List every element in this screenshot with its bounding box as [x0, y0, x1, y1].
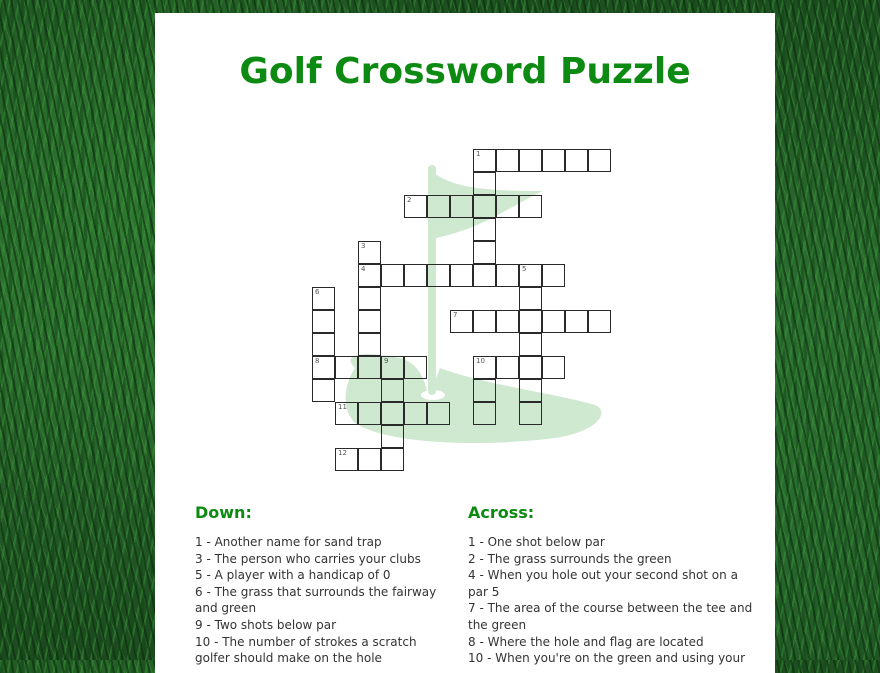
crossword-cell[interactable]	[404, 356, 427, 379]
across-clue: 2 - The grass surrounds the green	[468, 551, 672, 566]
clue-number: 8	[315, 357, 320, 365]
crossword-cell[interactable]	[496, 149, 519, 172]
crossword-cell[interactable]	[358, 402, 381, 425]
clue-number: 4	[361, 265, 366, 273]
crossword-cell[interactable]	[519, 264, 542, 287]
crossword-cell[interactable]	[358, 448, 381, 471]
clue-number: 5	[522, 265, 527, 273]
crossword-cell[interactable]	[335, 402, 358, 425]
clue-number: 7	[453, 311, 458, 319]
down-clue: 3 - The person who carries your clubs	[195, 551, 421, 566]
clue-number: 1	[476, 150, 481, 158]
puzzle-sheet	[155, 13, 775, 673]
crossword-cell[interactable]	[358, 333, 381, 356]
crossword-cell[interactable]	[381, 402, 404, 425]
clue-number: 3	[361, 242, 366, 250]
crossword-cell[interactable]	[565, 310, 588, 333]
crossword-cell[interactable]	[496, 264, 519, 287]
crossword-cell[interactable]	[358, 310, 381, 333]
down-clue-list	[195, 534, 440, 667]
crossword-cell[interactable]	[473, 195, 496, 218]
down-clue: 10 - The number of strokes a scratch golfer should make on the hole	[195, 634, 417, 666]
crossword-cell[interactable]	[542, 356, 565, 379]
crossword-cell[interactable]	[473, 218, 496, 241]
crossword-cell[interactable]	[519, 310, 542, 333]
crossword-cell[interactable]	[496, 195, 519, 218]
crossword-area	[155, 13, 775, 493]
flag-and-green-icon	[155, 13, 775, 493]
crossword-cell[interactable]	[381, 425, 404, 448]
crossword-cell[interactable]	[404, 195, 427, 218]
crossword-cell[interactable]	[473, 241, 496, 264]
crossword-cell[interactable]	[519, 333, 542, 356]
down-heading: Down:	[195, 503, 252, 522]
across-clue-list	[468, 534, 753, 667]
down-clue: 9 - Two shots below par	[195, 617, 337, 632]
crossword-cell[interactable]	[381, 356, 404, 379]
crossword-cell[interactable]	[473, 172, 496, 195]
crossword-cell[interactable]	[404, 264, 427, 287]
crossword-cell[interactable]	[496, 356, 519, 379]
crossword-cell[interactable]	[473, 402, 496, 425]
crossword-cell[interactable]	[427, 264, 450, 287]
crossword-cell[interactable]	[519, 195, 542, 218]
crossword-cell[interactable]	[450, 264, 473, 287]
crossword-cell[interactable]	[542, 264, 565, 287]
crossword-cell[interactable]	[312, 310, 335, 333]
clue-number: 12	[338, 449, 347, 457]
across-clue: 4 - When you hole out your second shot on a par 5	[468, 568, 738, 599]
crossword-cell[interactable]	[381, 448, 404, 471]
down-clue: 6 - The grass that surrounds the fairway and green	[195, 584, 437, 616]
clue-number: 10	[476, 357, 485, 365]
crossword-cell[interactable]	[496, 310, 519, 333]
crossword-cell[interactable]	[312, 287, 335, 310]
crossword-cell[interactable]	[588, 149, 611, 172]
clue-number: 11	[338, 403, 347, 411]
clue-number: 2	[407, 196, 412, 204]
down-clue: 5 - A player with a handicap of 0	[195, 568, 391, 583]
crossword-cell[interactable]	[519, 287, 542, 310]
crossword-cell[interactable]	[450, 310, 473, 333]
crossword-cell[interactable]	[358, 287, 381, 310]
across-clue: 1 - One shot below par	[468, 535, 605, 549]
crossword-cell[interactable]	[473, 356, 496, 379]
crossword-cell[interactable]	[358, 264, 381, 287]
clue-number: 9	[384, 357, 389, 365]
crossword-cell[interactable]	[519, 379, 542, 402]
page-title: Golf Crossword Puzzle	[239, 51, 691, 92]
crossword-cell[interactable]	[427, 195, 450, 218]
across-heading: Across:	[468, 503, 535, 522]
crossword-cell[interactable]	[519, 149, 542, 172]
crossword-cell[interactable]	[335, 356, 358, 379]
down-clue: 1 - Another name for sand trap	[195, 535, 382, 549]
crossword-cell[interactable]	[450, 195, 473, 218]
crossword-cell[interactable]	[473, 264, 496, 287]
across-clue: 10 - When you're on the green and using your	[468, 651, 746, 666]
crossword-cell[interactable]	[473, 379, 496, 402]
crossword-cell[interactable]	[588, 310, 611, 333]
crossword-cell[interactable]	[404, 402, 427, 425]
crossword-cell[interactable]	[473, 310, 496, 333]
across-clue: 8 - Where the hole and flag are located	[468, 634, 704, 649]
crossword-cell[interactable]	[312, 356, 335, 379]
clue-number: 6	[315, 288, 320, 296]
across-clue: 7 - The area of the course between the tee and the green	[468, 601, 753, 632]
crossword-cell[interactable]	[519, 402, 542, 425]
crossword-cell[interactable]	[542, 149, 565, 172]
crossword-cell[interactable]	[427, 402, 450, 425]
crossword-cell[interactable]	[519, 356, 542, 379]
crossword-cell[interactable]	[312, 379, 335, 402]
crossword-cell[interactable]	[335, 448, 358, 471]
crossword-cell[interactable]	[381, 379, 404, 402]
crossword-cell[interactable]	[473, 149, 496, 172]
crossword-cell[interactable]	[542, 310, 565, 333]
crossword-cell[interactable]	[358, 241, 381, 264]
crossword-cell[interactable]	[565, 149, 588, 172]
crossword-cell[interactable]	[381, 264, 404, 287]
crossword-cell[interactable]	[358, 356, 381, 379]
crossword-cell[interactable]	[312, 333, 335, 356]
